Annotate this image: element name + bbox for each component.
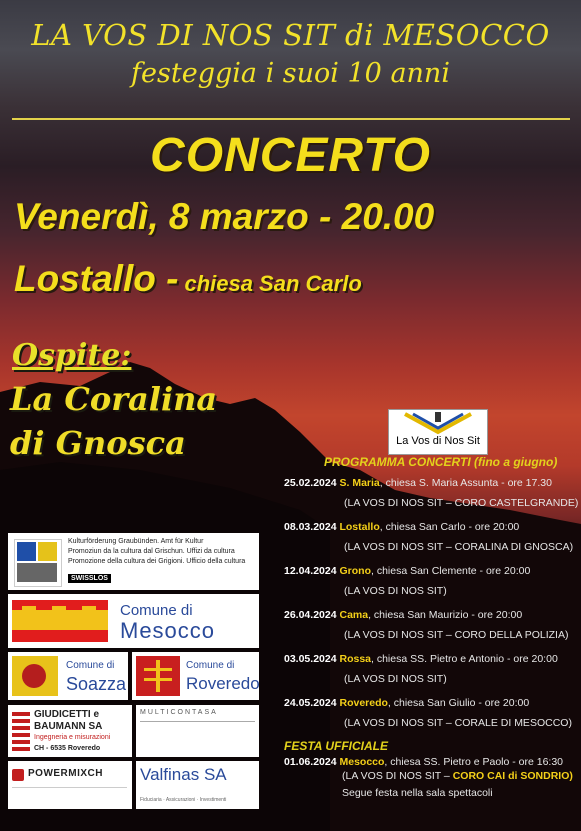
festa-block [284, 755, 579, 800]
festa-place: Mesocco [339, 756, 385, 768]
program-detail: , chiesa San Maurizio - ore 20:00 [368, 609, 523, 621]
event-title: CONCERTO [150, 129, 431, 182]
kultur-line-1: Kulturförderung Graubünden. Amt für Kultur [68, 538, 204, 545]
program-choirs: (LA VOS DI NOS SIT – CORO DELLA POLIZIA) [344, 629, 569, 641]
program-choirs: (LA VOS DI NOS SIT – CORALINA DI GNOSCA) [344, 541, 574, 553]
giudicetti-line-3: Ingegneria e misurazioni [34, 734, 111, 741]
program-place: Grono [339, 565, 371, 577]
soazza-crest-icon [12, 656, 58, 696]
kultur-line-3: Promozione della cultura dei Grigioni. Ufficio della cultura [68, 558, 246, 565]
choir-logo-mark [389, 410, 487, 436]
festa-choirs: (LA VOS DI NOS SIT – [342, 770, 450, 782]
header-line-2: festeggia i suoi 10 anni [131, 58, 450, 89]
mesocco-crest-icon [12, 600, 108, 642]
sponsor-powermix [8, 761, 132, 809]
festa-detail: , chiesa SS. Pietro e Paolo - ore 16:30 [384, 756, 564, 768]
guest-name-line-2: di Gnosca [10, 424, 186, 462]
valfinas-name: Valfinas SA [140, 765, 227, 784]
event-place-town: Lostallo - [14, 258, 179, 299]
program-date: 03.05.2024 [284, 653, 337, 665]
program-choirs: (LA VOS DI NOS SIT – CORALE DI MESOCCO) [344, 717, 572, 729]
sponsor-giudicetti [8, 705, 132, 757]
mesocco-line-1: Comune di [120, 602, 193, 619]
roveredo-crest-icon [136, 656, 180, 696]
guest-label: Ospite: [12, 338, 132, 373]
guest-name-line-1: La Coralina [10, 380, 218, 418]
program-place: Lostallo [339, 521, 380, 533]
sponsor-multicontasa [136, 705, 259, 757]
program-item [284, 477, 579, 510]
program-item [284, 609, 576, 642]
event-date: Venerdì, 8 marzo - 20.00 [14, 196, 435, 237]
giudicetti-line-4: CH - 6535 Roveredo [34, 745, 101, 752]
program-detail: , chiesa S. Maria Assunta - ore 17.30 [379, 477, 552, 489]
festa-date: 01.06.2024 [284, 756, 337, 768]
sponsor-roveredo [132, 652, 259, 700]
program-item [284, 565, 576, 598]
program-list [284, 477, 579, 741]
program-place: Cama [339, 609, 369, 621]
program-detail: , chiesa San Clemente - ore 20:00 [370, 565, 531, 577]
divider [12, 118, 570, 120]
powermix-name: POWERMIXCH [28, 768, 103, 779]
soazza-line-2: Soazza [66, 674, 127, 694]
soazza-line-1: Comune di [66, 660, 115, 671]
festa-title: FESTA UFFICIALE [284, 739, 388, 753]
program-place: Roveredo [339, 697, 388, 709]
giudicetti-logo-icon [12, 711, 30, 751]
event-place [14, 258, 362, 300]
sponsor-mesocco [8, 594, 259, 648]
program-detail: , chiesa San Carlo - ore 20:00 [379, 521, 520, 533]
roveredo-line-2: Roveredo [186, 674, 260, 693]
program-detail: , chiesa San Giulio - ore 20:00 [387, 697, 530, 709]
program-item [284, 697, 576, 730]
giudicetti-line-1: GIUDICETTI e [34, 709, 100, 720]
roveredo-line-1: Comune di [186, 660, 235, 671]
graubunden-flag-icon [14, 539, 62, 587]
header-line-1: LA VOS DI NOS SIT di MESOCCO [31, 18, 550, 52]
multicontasa-name: MULTICONTASA [140, 709, 218, 716]
program-title: PROGRAMMA CONCERTI (fino a giugno) [324, 455, 558, 469]
giudicetti-line-2: BAUMANN SA [34, 721, 103, 732]
program-date: 08.03.2024 [284, 521, 337, 533]
program-choirs: (LA VOS DI NOS SIT – CORO CASTELGRANDE) [344, 497, 579, 509]
program-date: 26.04.2024 [284, 609, 337, 621]
program-date: 12.04.2024 [284, 565, 337, 577]
program-choirs: (LA VOS DI NOS SIT) [344, 673, 447, 685]
program-date: 25.02.2024 [284, 477, 337, 489]
program-date: 24.05.2024 [284, 697, 337, 709]
kultur-line-2: Promoziun da la cultura dal Grischun. Uffizi da cultura [68, 548, 235, 555]
festa-after: Segue festa nella sala spettacoli [342, 787, 493, 799]
program-detail: , chiesa SS. Pietro e Antonio - ore 20:00 [371, 653, 558, 665]
mesocco-line-2: Mesocco [120, 618, 216, 643]
festa-guest-choir: CORO CAI di SONDRIO) [452, 770, 573, 782]
program-item [284, 653, 576, 686]
choir-logo [388, 409, 488, 455]
program-place: S. Maria [339, 477, 380, 489]
swisslos-badge: SWISSLOS [68, 574, 111, 583]
valfinas-tagline: Fiduciaria · Assicurazioni · Investimenti [140, 797, 227, 803]
sponsor-valfinas [136, 761, 259, 809]
event-place-church: chiesa San Carlo [184, 271, 362, 296]
choir-logo-text: La Vos di Nos Sit [396, 435, 480, 447]
program-choirs: (LA VOS DI NOS SIT) [344, 585, 447, 597]
program-item [284, 521, 576, 554]
program-place: Rossa [339, 653, 371, 665]
sponsor-kultur [8, 533, 259, 590]
sponsor-soazza [8, 652, 128, 700]
powermix-logo-icon [12, 769, 24, 781]
